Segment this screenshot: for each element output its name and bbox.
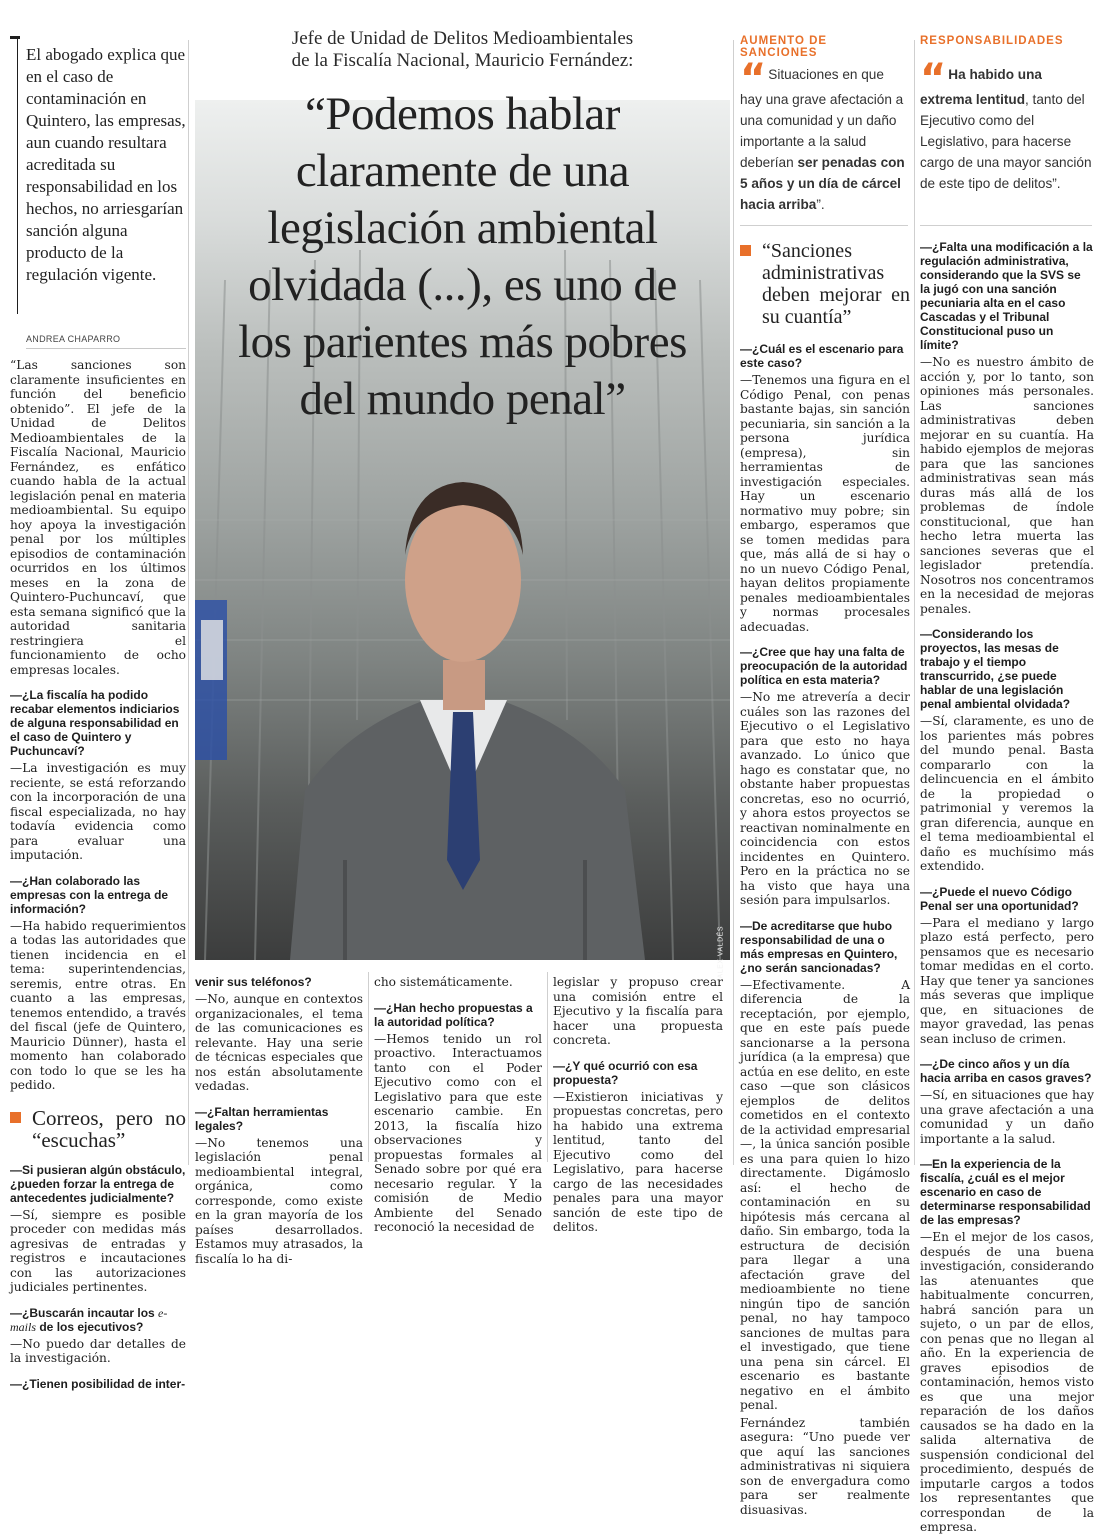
answer-14: —Para el mediano y largo plazo está perfecto, pero pensamos que es necesario tomar medidas en el corto. Hay que tener ya sanciones más severas que implique que, en situaciones de mayor gravedad, las penas sean incluso de crimen. [920,915,1094,1046]
question-8: —¿Y qué ocurrió con esa propuesta? [553,1058,698,1087]
subhead-sanciones: “Sanciones administrativas deben mejorar en su cuantía” [740,240,910,328]
author-byline: ANDREA CHAPARRO [26,334,121,344]
headline [195,86,730,428]
headline-line5: los parientes más pobres [238,316,687,368]
question-12: —¿Falta una modificación a la regulación administrativa, considerando que la SVS se la jugó con una sanción pecuniaria alta en el caso Cascadas y el Tribunal Constitucional puso un límite? [920,240,1093,352]
answer-6: —No tenemos una legislación penal medioambiental integral, orgánica, como corresponde, como existe en la gran mayoría de los países desarrollados. Estamos muy atrasados, la fiscalía lo ha di- [195,1135,363,1266]
question-15: —¿De cinco años y un día hacia arriba en casos graves? [920,1057,1092,1085]
question-9: —¿Cuál es el escenario para este caso? [740,342,904,370]
answer-8: —Existieron iniciativas y propuestas concretas, pero ha habido una extrema lentitud, tanto del Ejecutivo como del Legislativo, para hacerse cargo de las necesidades penales para una mayor sanción de este tipo de delitos. [553,1089,723,1234]
answer-13: —Sí, claramente, es uno de los parientes más pobres del mundo penal. Basta compararlo con la delincuencia en el ámbito de la propiedad o patrimonial y veremos la gran diferencia, aunque en el tema medioambiental el daño es muchísimo más extendido. [920,714,1094,873]
pullquote-rule-1 [740,225,908,226]
kicker-line1: Jefe de Unidad de Delitos Medioambientales [291,28,634,49]
column-5 [740,240,910,1520]
question-4 [10,1306,186,1334]
question-4-emphasis: e-mails [10,1305,168,1334]
answer-12: —No es nuestro ámbito de acción y, por lo tanto, son opiniones más personales. Las sanciones administrativas deben mejorar en su cuantía. Ha habido ejemplos de mejoras para que las sanciones administrativas sean más duras más allá de los problemas de índole constitucional, que han hecho letra muerta las sanciones severas que el legislador pretendía. Nosotros nos concentramos en la necesidad de mejoras penales. [920,355,1094,616]
answer-6-cont: cho sistemáticamente. [374,975,513,989]
question-13: —Considerando los proyectos, las mesas de trabajo y el tiempo transcurrido, ¿se puede hablar de una legislación penal ambiental olvidada? [920,627,1071,711]
question-4-end: de los ejecutivos? [36,1319,144,1334]
byline-rule [26,348,186,349]
subhead-correos: Correos, pero no “escuchas” [10,1107,186,1151]
question-7: —¿Han hecho propuestas a la autoridad política? [374,1000,533,1029]
answer-9: —Tenemos una figura en el Código Penal, con penas bastante bajas, sin sanción pecuniaria, sin sanción a la persona jurídica (empresa), sin herramientas de investigación especiales. Hay un escenario normativo muy pobre; sin embargo, esperamos que se tomen medidas para que, más allá de si hay o no un nuevo Código Penal, hayan delitos propiamente penales medioambientales y normas procesales adecuadas. [740,373,910,634]
pullquote-resp-b: , tanto del Ejecutivo como del Legislativo, para hacerse cargo de una mayor sanción de este tipo de delitos”. [920,92,1092,191]
photo-credit: ALEX VALDÉS [717,926,724,979]
answer-16: —En el mejor de los casos, después de una buena investigación, considerando las atenuantes que habitualmente concurren, habrá sanción para un sujeto, o un par de ellos, con penas que no llegan al año. En la experiencia de graves episodios de contaminación, hemos visto es que una mejor reparación de los daños causados se ha dado en la salida alternativa de suspensión condicional del procedimiento, después de imputarle cargos a todos los representantes que correspondan de la empresa. [920,1230,1094,1534]
answer-7-cont: legislar y propuso crear una comisión entre el Ejecutivo y la fiscalía para hacer una propuesta concreta. [553,975,723,1047]
section-responsabilidades: RESPONSABILIDADES [920,35,1064,47]
headline-line2: claramente de una [295,145,630,197]
question-5-cont: venir sus teléfonos? [195,975,312,989]
divider-2 [368,972,369,1162]
headline-line6: del mundo penal” [299,373,626,425]
column-6 [920,240,1094,1538]
lead-text: El abogado explica que en el caso de contaminación en Quintero, las empresas, aun cuando resultara acreditada su responsabilidad en los hechos, no arriesgarían sanción alguna producto de la regulación vigente. [26,45,186,284]
answer-11-cont: Fernández también asegura: “Uno puede ver que aquí las sanciones administrativas ni siquiera son de envergadura como para ser realmente disuasivas. [740,1415,910,1517]
question-2: —¿Han colaborado las empresas con la entrega de información? [10,873,169,916]
question-3: —Si pusieran algún obstáculo, ¿pueden forzar la entrega de antecedentes judicialmente? [10,1162,186,1205]
divider-3 [547,972,548,1162]
headline-line1: “Podemos hablar [305,88,620,140]
answer-1: —La investigación es muy reciente, se está reforzando con la incorporación de una fiscal especializada, no hay todavía evidencia como para evaluar una imputación. [10,761,186,862]
pullquote-aumento-c: ”. [816,197,825,212]
question-11: —De acreditarse que hubo responsabilidad de una o más empresas en Quintero, ¿no serán sancionadas? [740,918,898,975]
divider-5 [914,40,915,1165]
pullquote-aumento [740,56,908,215]
question-16: —En la experiencia de la fiscalía, ¿cuál es el mejor escenario en caso de determinarse responsabilidad de las empresas? [920,1157,1091,1227]
section-label-aumento [740,35,905,59]
lead-marker [10,36,20,39]
answer-2: —Ha habido requerimientos a todas las autoridades que tienen incidencia en el tema: superintendencias, seremis, entre otras. En cuanto a las empresas, tenemos entendido, a través del fiscal (jefe de Quintero, Mauricio Dünner), hasta el momento han colaborado con todo lo que se les ha pedido. [10,918,186,1092]
column-4 [553,975,723,1238]
column-2 [195,975,363,1269]
answer-10: —No me atrevería a decir cuáles son las razones del Ejecutivo o el Legislativo para que esto no haya avanzado. Lo único que hago es constatar que, no obstante haber propuestas concretas, eso no ocurrió, y ahora estos proyectos se reactivan nominalmente en coincidencia con estos incidentes en Quintero. Pero en la práctica no se ha visto que haya una sesión para impulsarlos. [740,690,910,907]
pullquote-responsabilidades [920,56,1092,194]
kicker [195,28,730,72]
question-10: —¿Cree que hay una falta de preocupación de la autoridad política en esta materia? [740,645,908,687]
section-aumento: AUMENTO DE SANCIONES [740,35,828,59]
intro-paragraph: “Las sanciones son claramente insuficientes en función del beneficio obtenido”. El jefe de la Unidad de Delitos Medioambientales de la Fiscalía Nacional, Mauricio Fernández, es enfático cuando habla de la actual legislación penal en materia medioambiental. Su equipo hoy apoya la investigación penal por los múltiples episodios de contaminación ocurridos en los últimos meses en la zona de Quintero-Puchuncaví, que esta semana significó que la autoridad sanitaria restringiera el funcionamiento de ocho empresas locales. [10,358,186,677]
answer-15: —Sí, en situaciones que hay una grave afectación a una comunidad y un daño importante a la salud. [920,1088,1094,1146]
question-4-start: —¿Buscarán incautar los [10,1305,159,1320]
quote-mark-icon: “ [740,56,763,102]
question-6: —¿Faltan herramientas legales? [195,1104,329,1133]
column-1 [10,358,186,1394]
section-label-responsabilidades [920,35,1095,47]
kicker-line2: de la Fiscalía Nacional, Mauricio Fernández: [291,50,634,71]
answer-5: —No, aunque en contextos organizacionales, el tema de las comunicaciones es relevante. Hay una serie de técnicas especiales que nos están absolutamente vedadas. [195,992,363,1093]
lead-rule [17,36,18,314]
pullquote-resp-a: Ha habido una extrema lentitud [920,67,1042,107]
answer-7: —Hemos tenido un rol proactivo. Interactuamos tanto con el Poder Ejecutivo como con el Legislativo para que este escenario cambie. En 2013, la fiscalía hizo observaciones y propuestas formales al Senado sobre por qué era necesario regular. Y la comisión de Medio Ambiente del Senado reconoció la necesidad de [374,1031,542,1234]
pullquote-rule-2 [920,225,1092,226]
divider-4 [733,40,734,1165]
pullquote-aumento-b: ser penadas con 5 años y un día de cárcel hacia arriba [740,155,905,212]
pullquote-aumento-a: Situaciones en que hay una grave afectación a una comunidad y un daño importante a la salud deberían [740,67,904,170]
headline-line3: legislación ambiental [267,202,658,254]
question-5: —¿Tienen posibilidad de inter- [10,1376,186,1391]
answer-3: —Sí, siempre es posible proceder con medidas más agresivas de entradas y registros e incautaciones con las autorizaciones judiciales pertinentes. [10,1207,186,1294]
divider-1 [188,40,189,1165]
answer-4: —No puedo dar detalles de la investigación. [10,1336,186,1365]
question-1: —¿La fiscalía ha podido recabar elementos indiciarios de alguna responsabilidad en el caso de Quintero y Puchuncaví? [10,688,180,758]
answer-11: —Efectivamente. A diferencia de la receptación, por ejemplo, que en este país puede sancionarse a la persona jurídica (a la empresa) que actúa en ese delito, en este caso —que son clásicos ejemplos de delitos cometidos en el contexto de la actividad empresarial—, la única sanción posible es una para quien lo hizo directamente. Digámoslo así: el hecho de contaminación en su hipótesis más cercana al daño. Sin embargo, toda la estructura de decisión para llegar a una afectación grave del medioambiente no tiene ningún tipo de sanción penal, no hay tampoco sanciones de multas para el investigado, que tiene una pena sin cárcel. El escenario es bastante negativo en el ámbito penal. [740,977,910,1412]
headline-line4: olvidada (...), es uno de [248,259,677,311]
column-3 [374,975,542,1238]
question-14: —¿Puede el nuevo Código Penal ser una oportunidad? [920,884,1079,913]
quote-mark-icon: “ [920,56,943,102]
